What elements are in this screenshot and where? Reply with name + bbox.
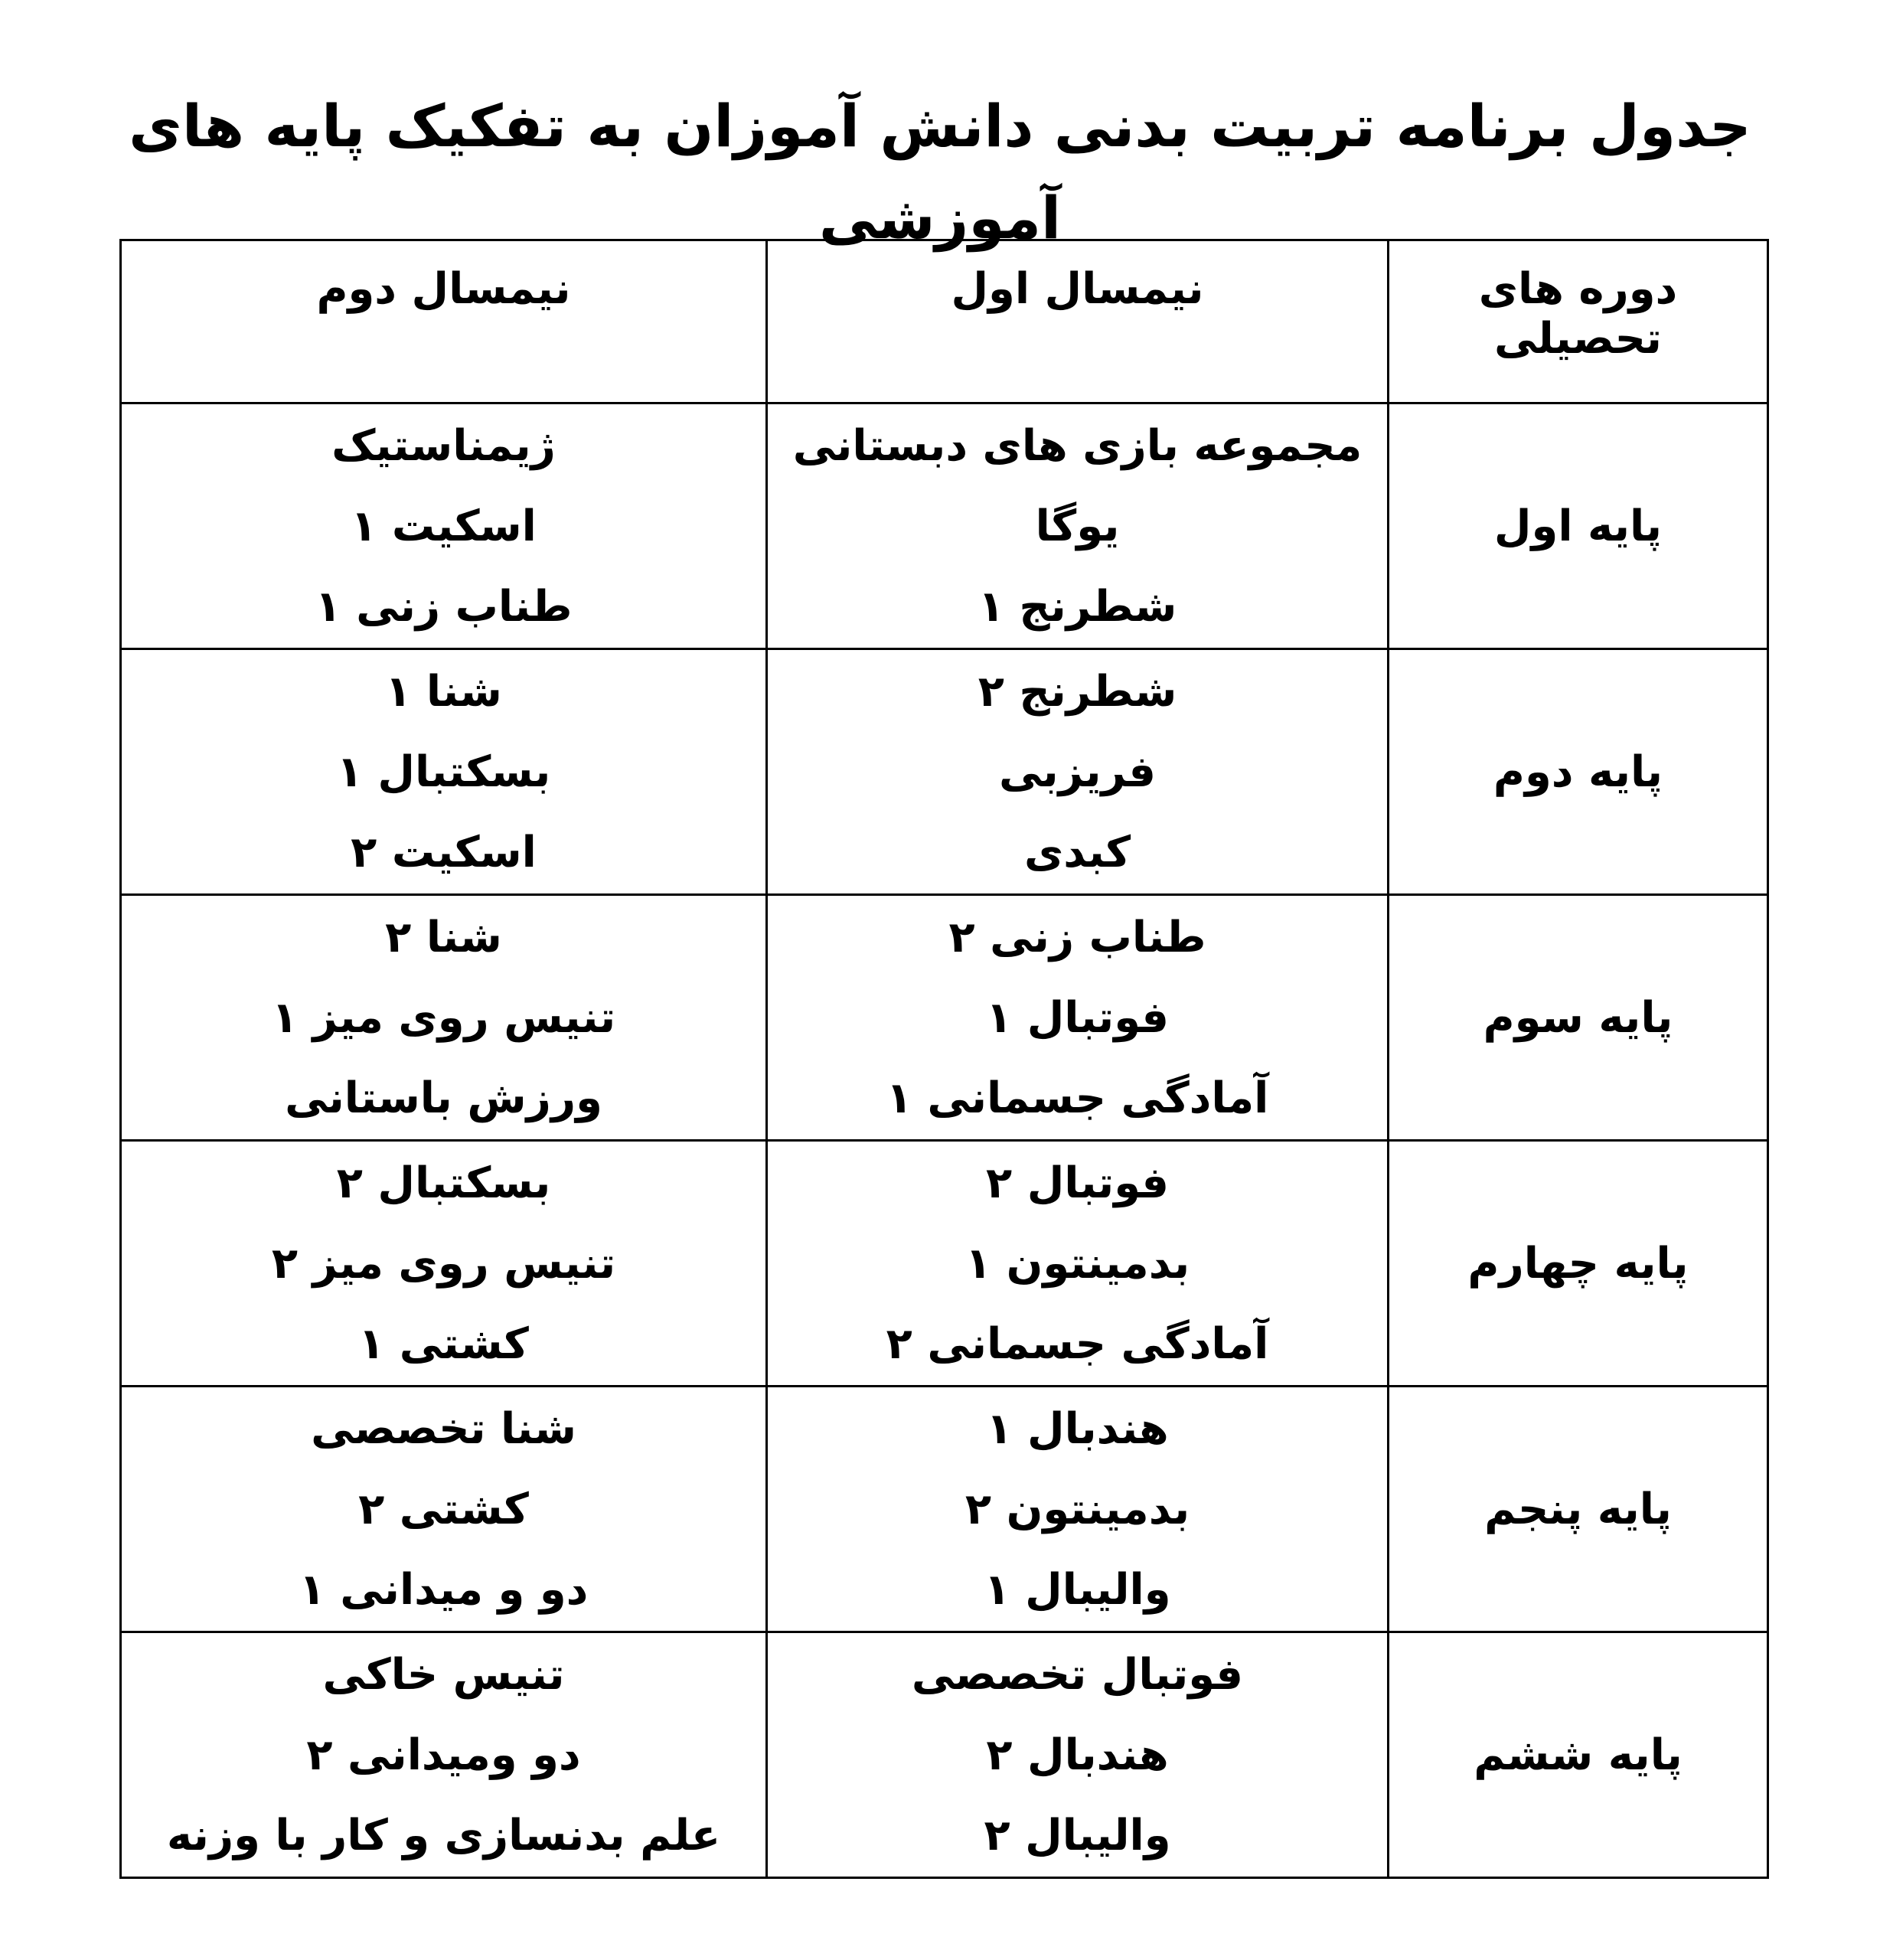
activity-item: فوتبال تخصصی [911, 1649, 1244, 1700]
semester2-cell [121, 1632, 767, 1878]
activity-item: فریزبی [998, 746, 1157, 797]
activity-item: کشتی ۲ [358, 1484, 529, 1534]
activity-item: بسکتبال ۲ [336, 1158, 551, 1208]
page-title: جدول برنامه تربیت بدنی دانش آموزان به تفکیک پایه های آموزشی [129, 92, 1751, 252]
level-cell: پایه ششم [1389, 1632, 1768, 1878]
semester1-cell [767, 1141, 1389, 1387]
activity-item: تنیس خاکی [322, 1649, 565, 1700]
level-cell: پایه سوم [1389, 895, 1768, 1141]
activity-item: شنا تخصصی [311, 1403, 576, 1454]
activity-item: طناب زنی ۲ [948, 912, 1206, 962]
activity-item: والیبال ۱ [984, 1564, 1171, 1615]
activity-item: شنا ۱ [385, 666, 502, 717]
activity-item: دو ومیدانی ۲ [306, 1730, 581, 1780]
schedule-table [119, 239, 1769, 1879]
activity-item: هندبال ۱ [986, 1403, 1169, 1454]
activity-item: اسکیت ۱ [351, 501, 537, 551]
semester1-cell [767, 649, 1389, 895]
header-semester2-label: نیمسال دوم [316, 264, 571, 314]
header-semester1 [767, 240, 1389, 403]
header-semester1-label: نیمسال اول [951, 264, 1204, 314]
level-cell: پایه پنجم [1389, 1387, 1768, 1632]
activity-item: ورزش باستانی [285, 1073, 602, 1123]
activity-item: شنا ۲ [385, 912, 502, 962]
activity-item: شطرنج ۱ [978, 581, 1177, 632]
semester1-cell [767, 895, 1389, 1141]
semester1-cell [767, 1387, 1389, 1632]
activity-item: کشتی ۱ [358, 1318, 529, 1369]
activity-item: مجموعه بازی های دبستانی [792, 420, 1363, 471]
activity-item: طناب زنی ۱ [315, 581, 573, 632]
header-level [1389, 240, 1768, 403]
semester1-cell [767, 1632, 1389, 1878]
table-row [121, 1141, 1768, 1387]
semester1-cell [767, 403, 1389, 649]
semester2-cell [121, 1387, 767, 1632]
activity-item: بسکتبال ۱ [336, 746, 551, 797]
activity-item: آمادگی جسمانی ۲ [886, 1318, 1269, 1369]
header-level-label: دوره های تحصیلی [1478, 264, 1678, 364]
activity-item: شطرنج ۲ [978, 666, 1177, 717]
table-row [121, 403, 1768, 649]
activity-item: فوتبال ۱ [986, 992, 1169, 1043]
level-cell: پایه دوم [1389, 649, 1768, 895]
activity-item: بدمینتون ۱ [964, 1238, 1190, 1289]
semester2-cell [121, 1141, 767, 1387]
activity-item: علم بدنسازی و کار با وزنه [166, 1810, 721, 1860]
activity-item: آمادگی جسمانی ۱ [886, 1073, 1269, 1123]
activity-item: اسکیت ۲ [351, 827, 537, 877]
activity-item: ژیمناستیک [331, 420, 556, 471]
semester2-cell [121, 649, 767, 895]
table-row [121, 649, 1768, 895]
activity-item: والیبال ۲ [984, 1810, 1171, 1860]
activity-item: فوتبال ۲ [986, 1158, 1169, 1208]
level-cell: پایه اول [1389, 403, 1768, 649]
table-row [121, 1632, 1768, 1878]
header-row [121, 240, 1768, 403]
table-row [121, 1387, 1768, 1632]
header-semester2 [121, 240, 767, 403]
activity-item: تنیس روی میز ۲ [271, 1238, 616, 1289]
activity-item: هندبال ۲ [986, 1730, 1169, 1780]
semester2-cell [121, 895, 767, 1141]
table-row [121, 895, 1768, 1141]
activity-item: کبدی [1023, 827, 1131, 877]
semester2-cell [121, 403, 767, 649]
level-cell: پایه چهارم [1389, 1141, 1768, 1387]
activity-item: دو و میدانی ۱ [299, 1564, 589, 1615]
activity-item: تنیس روی میز ۱ [271, 992, 616, 1043]
activity-item: یوگا [1035, 501, 1120, 551]
activity-item: بدمینتون ۲ [964, 1484, 1190, 1534]
